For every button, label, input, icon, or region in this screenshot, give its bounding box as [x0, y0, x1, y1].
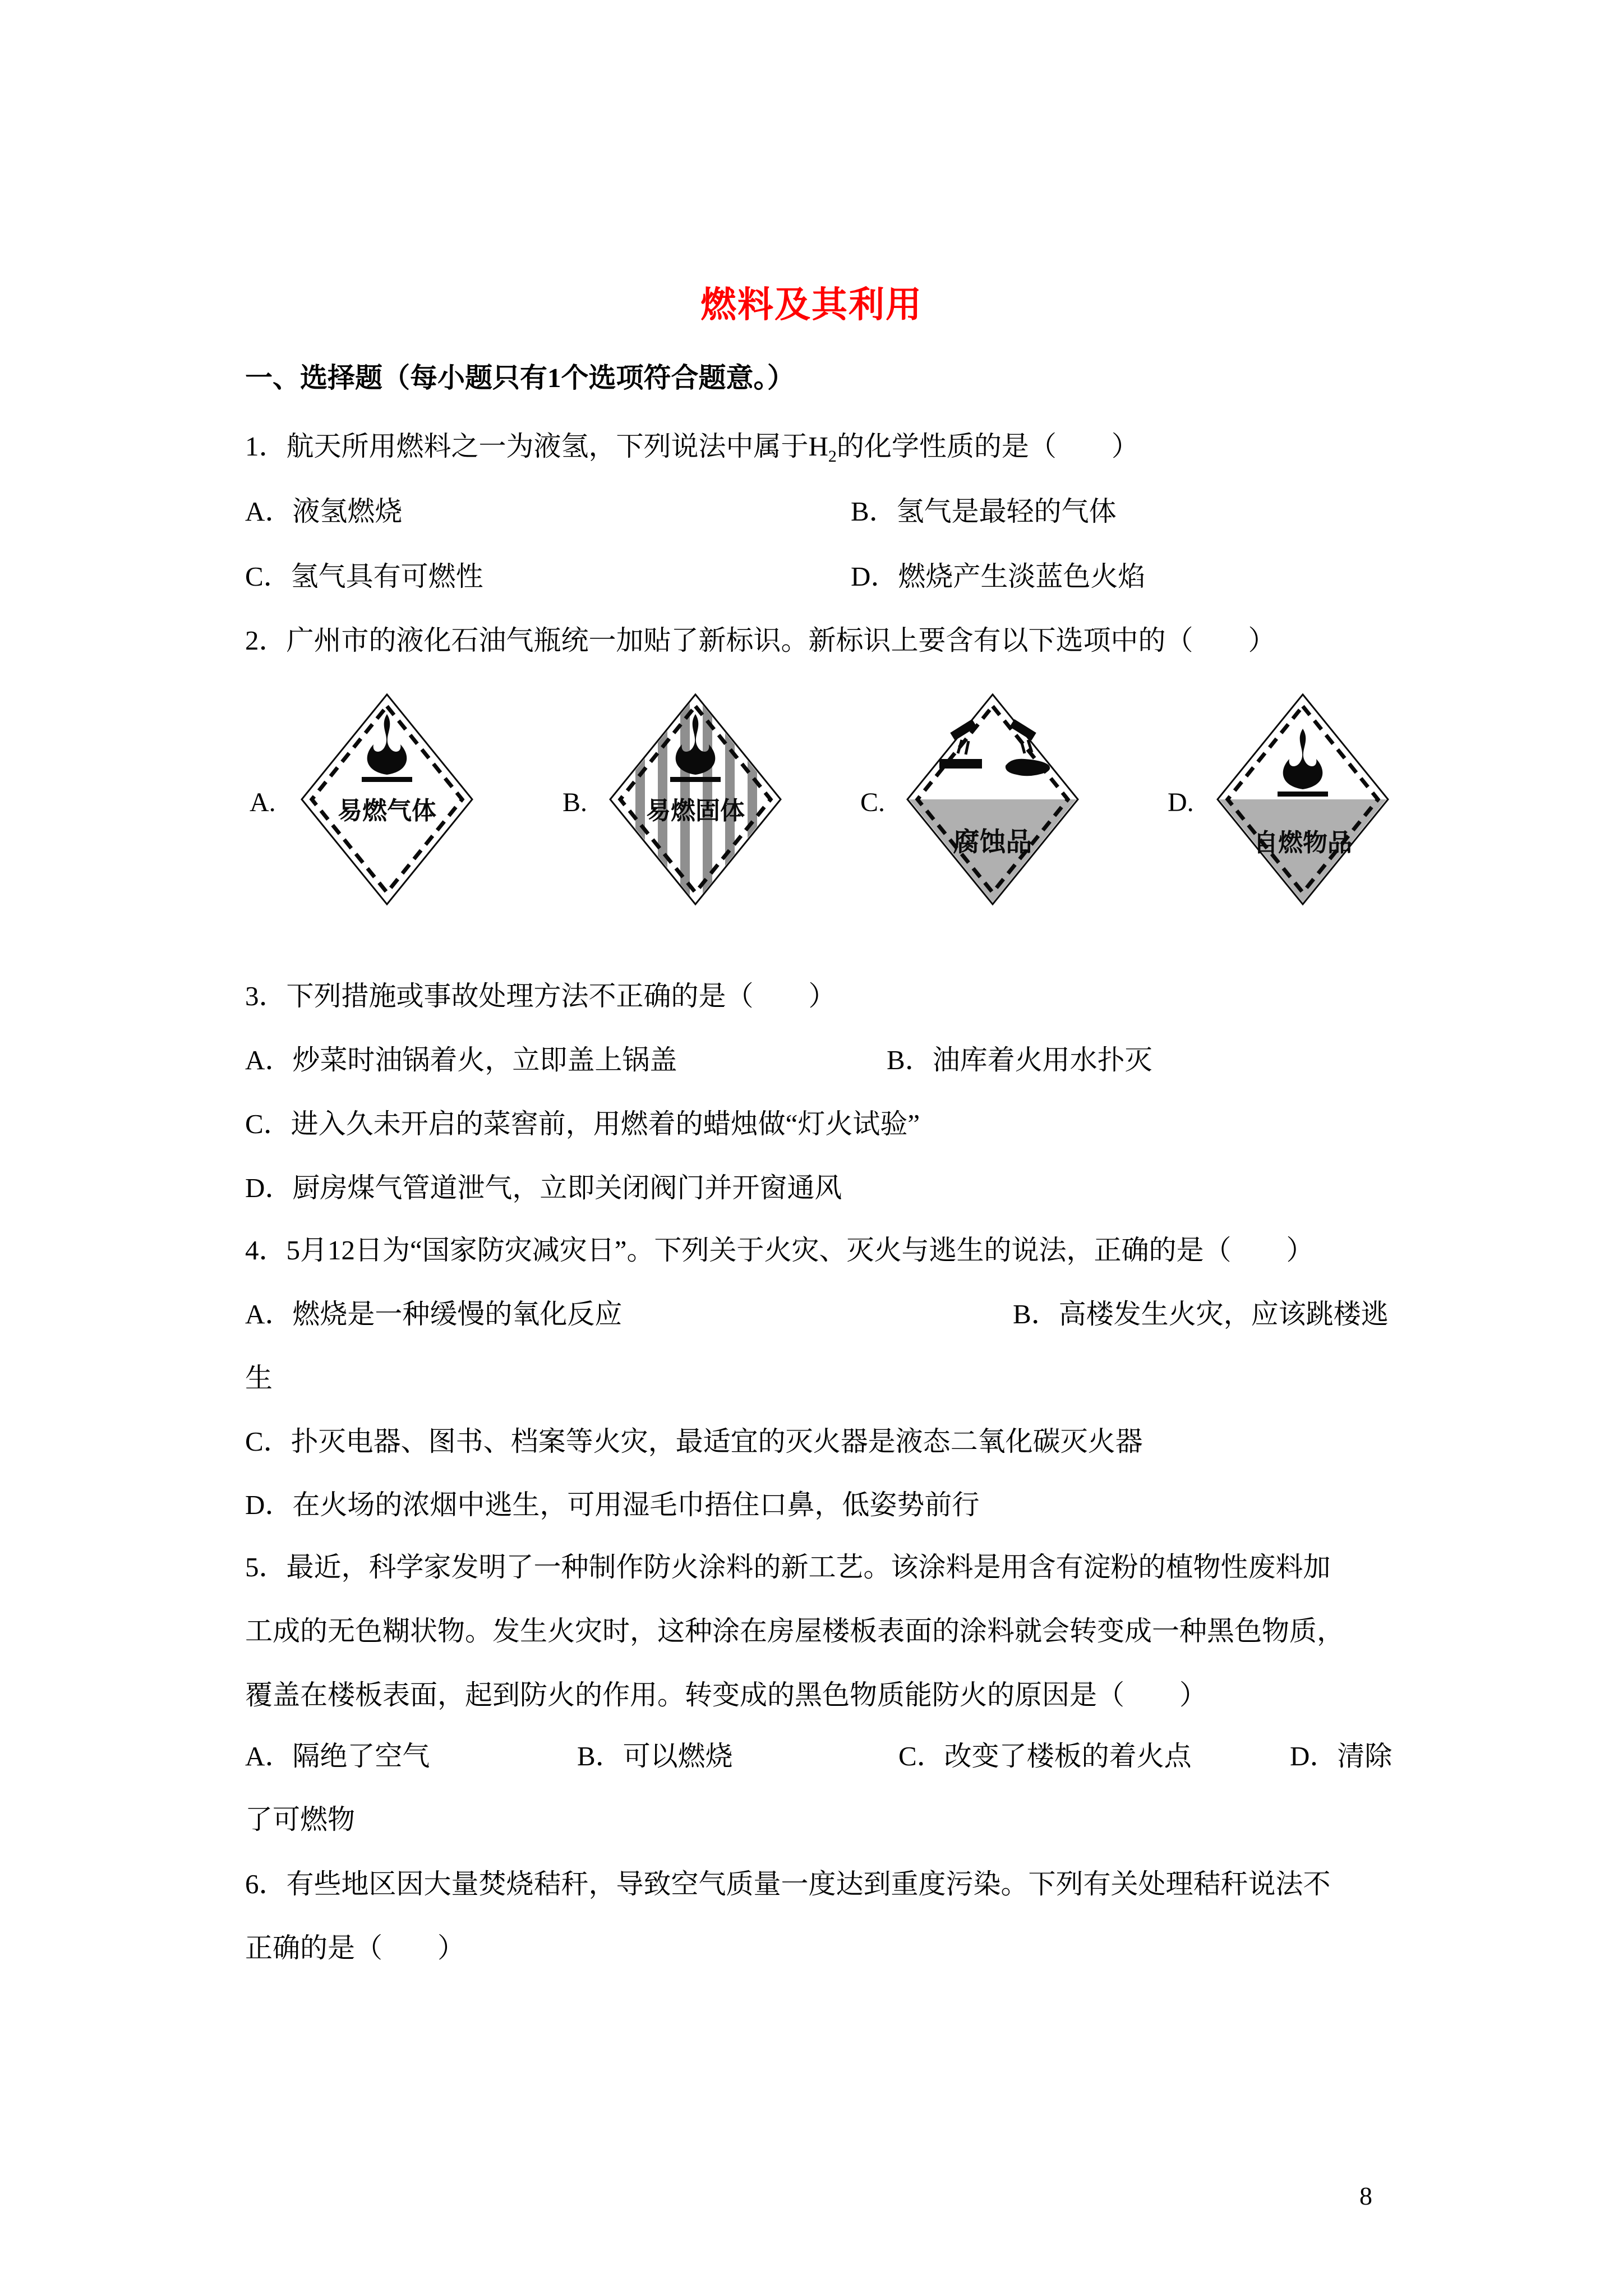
- hazard-diamond-d: [1216, 693, 1390, 906]
- question-5-option-d-continuation: 了可燃物: [245, 1804, 356, 1835]
- question-5-option-b: B．可以燃烧: [577, 1741, 733, 1772]
- question-5-option-d: D．清除: [1290, 1741, 1393, 1772]
- question-6-stem-line1: 6．有些地区因大量焚烧秸秆，导致空气质量一度达到重度污染。下列有关处理秸秆说法不: [245, 1869, 1331, 1899]
- question-4-option-b-continuation: 生: [245, 1363, 273, 1393]
- hazard-sign-d-label: D.: [1168, 788, 1194, 817]
- question-5-stem-line2: 工成的无色糊状物。发生火灾时，这种涂在房屋楼板表面的涂料就会转变成一种黑色物质，: [245, 1616, 1345, 1646]
- hazard-sign-c-label: C.: [860, 788, 886, 817]
- hazard-sign-b-label: B.: [562, 788, 588, 817]
- question-1-stem: [245, 431, 1139, 466]
- question-4-option-a: A．燃烧是一种缓慢的氧化反应: [245, 1299, 623, 1329]
- hazard-sign-d-spontaneously-combustible: [1216, 693, 1390, 906]
- page-title: 燃料及其利用: [700, 285, 923, 325]
- question-3-option-a: A．炒菜时油锅着火，立即盖上锅盖: [245, 1045, 677, 1075]
- question-1-option-c: C．氢气具有可燃性: [245, 561, 483, 592]
- hazard-sign-b-text: 易燃固体: [646, 797, 745, 825]
- question-6-stem-line2: 正确的是（ ）: [245, 1932, 465, 1963]
- page-number: 8: [1359, 2182, 1372, 2210]
- hazard-diamond-a: [300, 693, 474, 906]
- question-3-stem: 3．下列措施或事故处理方法不正确的是（ ）: [245, 981, 836, 1011]
- question-4-option-d: D．在火场的浓烟中逃生，可用湿毛巾捂住口鼻，低姿势前行: [245, 1489, 980, 1520]
- hazard-sign-a-flammable-gas: [300, 693, 474, 906]
- hazard-diamond-c: [906, 693, 1080, 906]
- question-5-stem-line1: 5．最近，科学家发明了一种制作防火涂料的新工艺。该涂料是用含有淀粉的植物性废料加: [245, 1552, 1331, 1582]
- question-1-stem-post: 的化学性质的是（ ）: [836, 431, 1139, 462]
- question-3-option-c: C．进入久未开启的菜窖前，用燃着的蜡烛做“灯火试验”: [245, 1108, 920, 1139]
- question-1-stem-pre: 1．航天所用燃料之一为液氢，下列说法中属于H: [245, 431, 828, 462]
- question-5-stem-line3: 覆盖在楼板表面，起到防火的作用。转变成的黑色物质能防火的原因是（ ）: [245, 1680, 1207, 1710]
- question-1-option-d: D．燃烧产生淡蓝色火焰: [851, 561, 1146, 592]
- question-1-option-b: B．氢气是最轻的气体: [851, 496, 1117, 527]
- question-3-option-b: B．油库着火用水扑灭: [887, 1045, 1152, 1075]
- question-4-stem: 4．5月12日为“国家防灾减灾日”。下列关于火灾、灭火与逃生的说法，正确的是（ ）: [245, 1235, 1314, 1266]
- question-4-option-b: B．高楼发生火灾，应该跳楼逃: [1013, 1299, 1389, 1329]
- question-4-option-c: C．扑灭电器、图书、档案等火灾，最适宜的灭火器是液态二氧化碳灭火器: [245, 1426, 1143, 1457]
- hazard-sign-a-text: 易燃气体: [338, 797, 436, 825]
- question-5-option-a: A．隔绝了空气: [245, 1741, 430, 1772]
- hazard-sign-a-label: A.: [250, 788, 276, 817]
- hazard-sign-c-corrosive: [906, 693, 1080, 906]
- question-2-stem: 2．广州市的液化石油气瓶统一加贴了新标识。新标识上要含有以下选项中的（ ）: [245, 625, 1276, 656]
- question-3-option-d: D．厨房煤气管道泄气，立即关闭阀门并开窗通风: [245, 1172, 842, 1203]
- hazard-diamond-b: [608, 693, 782, 906]
- question-1-option-a: A．液氢燃烧: [245, 496, 403, 527]
- question-5-option-c: C．改变了楼板的着火点: [898, 1741, 1192, 1772]
- hazard-sign-c-text: 腐蚀品: [953, 828, 1032, 857]
- hazard-sign-b-flammable-solid: [608, 693, 782, 906]
- hazard-sign-d-text: 自燃物品: [1253, 829, 1352, 857]
- section-header: 一、选择题（每小题只有1个选项符合题意。）: [245, 362, 795, 393]
- h2-subscript: 2: [828, 447, 837, 466]
